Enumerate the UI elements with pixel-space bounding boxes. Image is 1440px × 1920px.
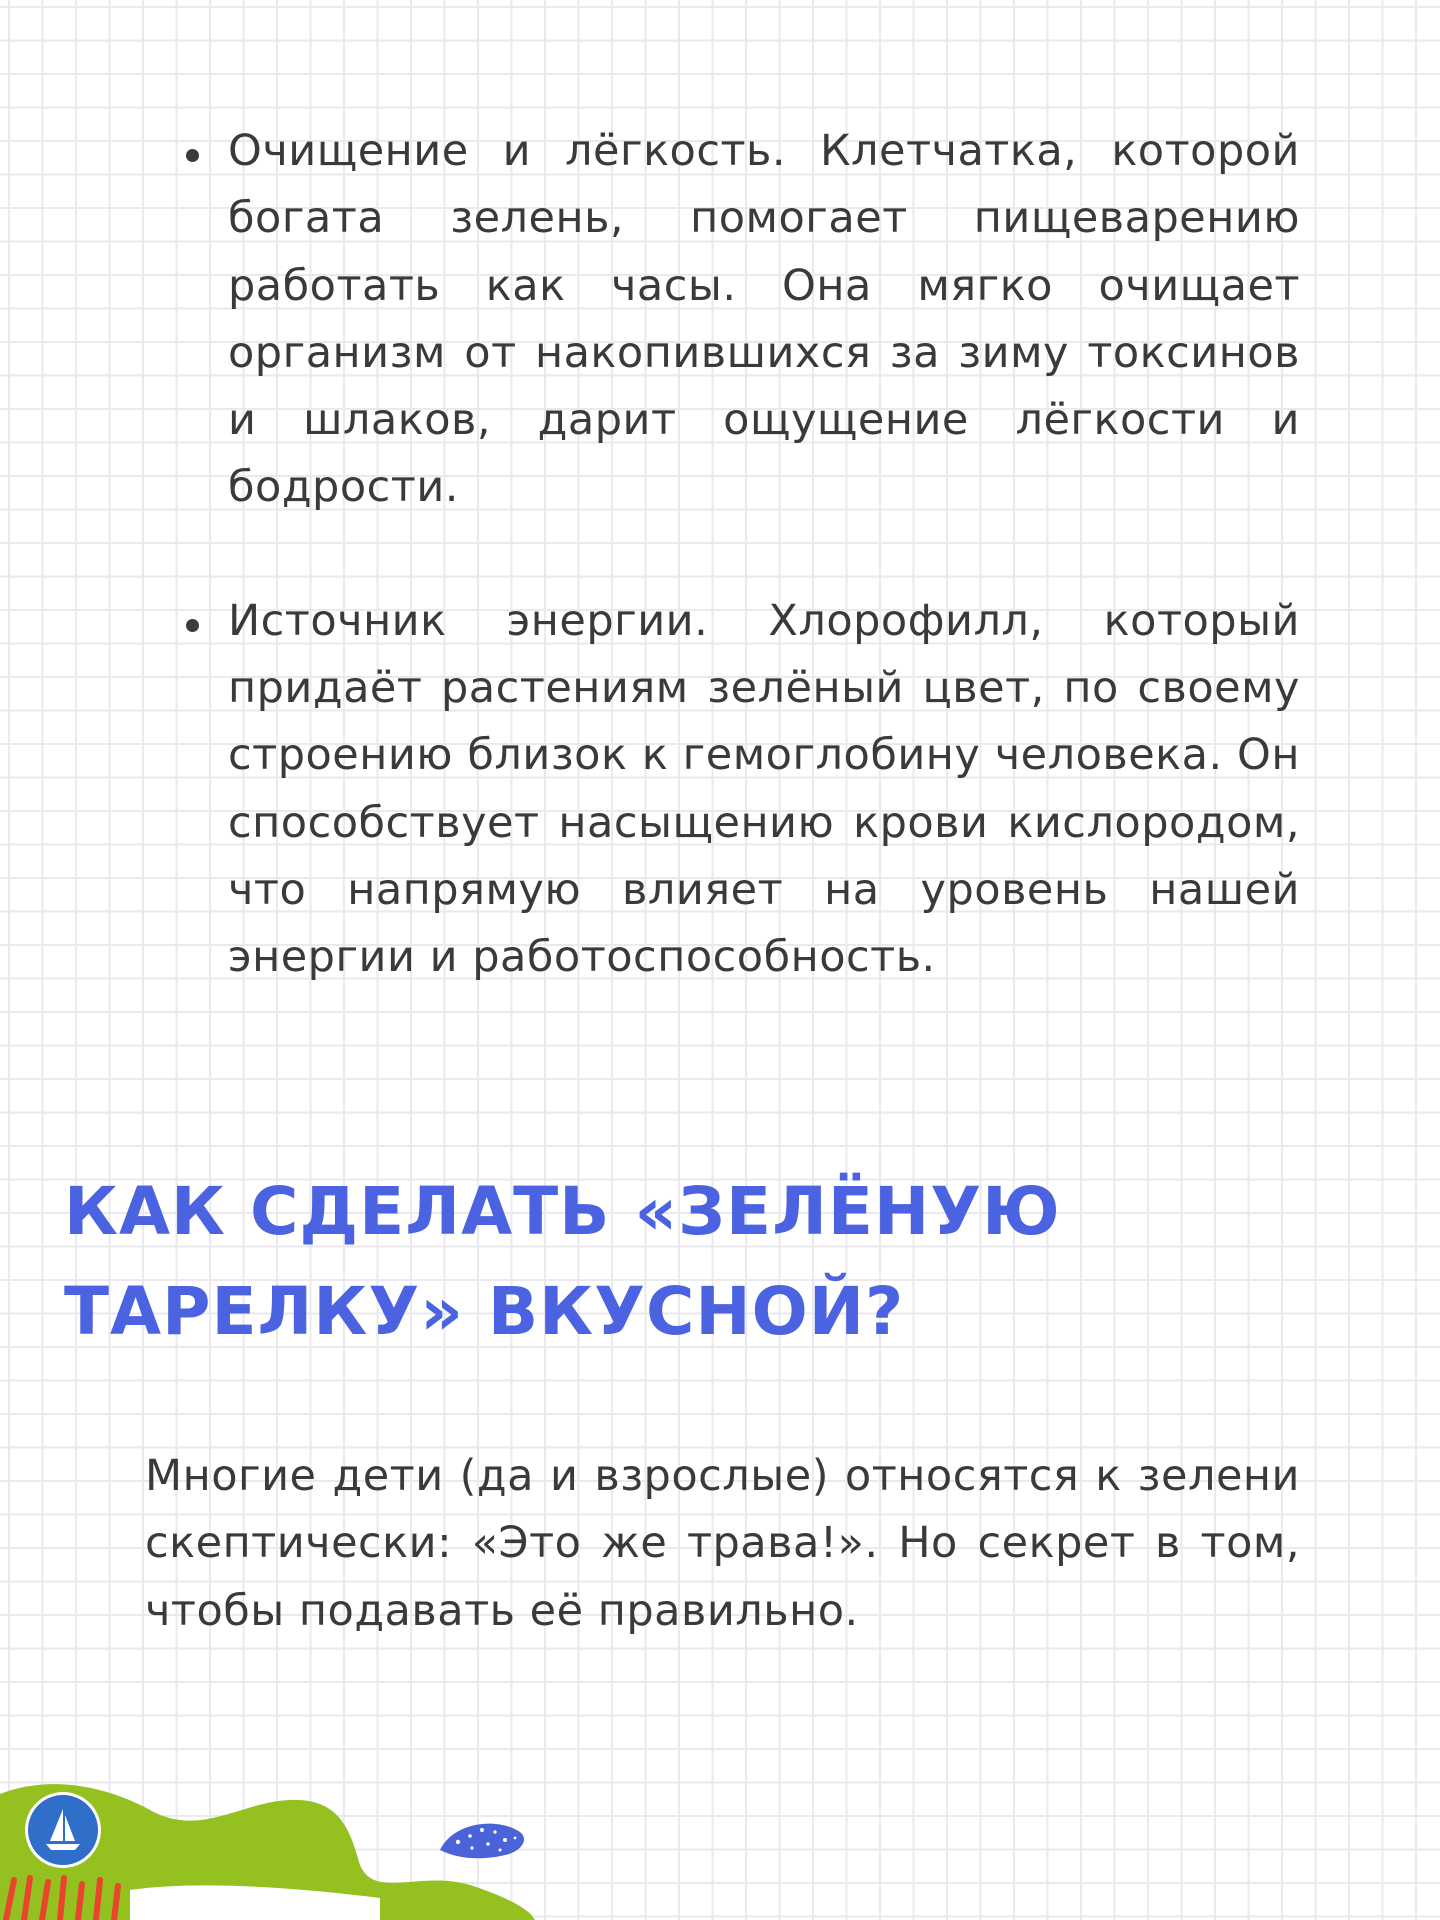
- list-item: [178, 118, 1300, 522]
- list-item-text: Источник энергии. Хлорофилл, который придаёт растениям зелёный цвет, по своему строению близок к гемоглобину человека. Он способствует насыщению крови кислородом, что напрямую влияет на уровень нашей энергии и работоспособность.: [228, 595, 1300, 983]
- sailboat-icon: [28, 1795, 98, 1865]
- bullet-icon: [186, 619, 199, 632]
- school-logo: [28, 1795, 98, 1865]
- list-item: [178, 588, 1300, 992]
- list-item-text: Очищение и лёгкость. Клетчатка, которой богата зелень, помогает пищеварению работать как часы. Она мягко очищает организм от накопившихся за зиму токсинов и шлаков, дарит ощущение лёгкости и бодрости.: [228, 126, 1300, 513]
- section-heading: [64, 1162, 1164, 1362]
- bullet-icon: [186, 149, 199, 162]
- intro-paragraph: Многие дети (да и взрослые) относятся к зелени скептически: «Это же трава!». Но секрет в том, чтобы подавать её правильно.: [145, 1451, 1300, 1636]
- benefits-list: [178, 118, 1300, 1058]
- section-heading-line-2: ТАРЕЛКУ» ВКУСНОЙ?: [64, 1273, 905, 1350]
- section-heading-line-1: КАК СДЕЛАТЬ «ЗЕЛЁНУЮ: [64, 1173, 1061, 1250]
